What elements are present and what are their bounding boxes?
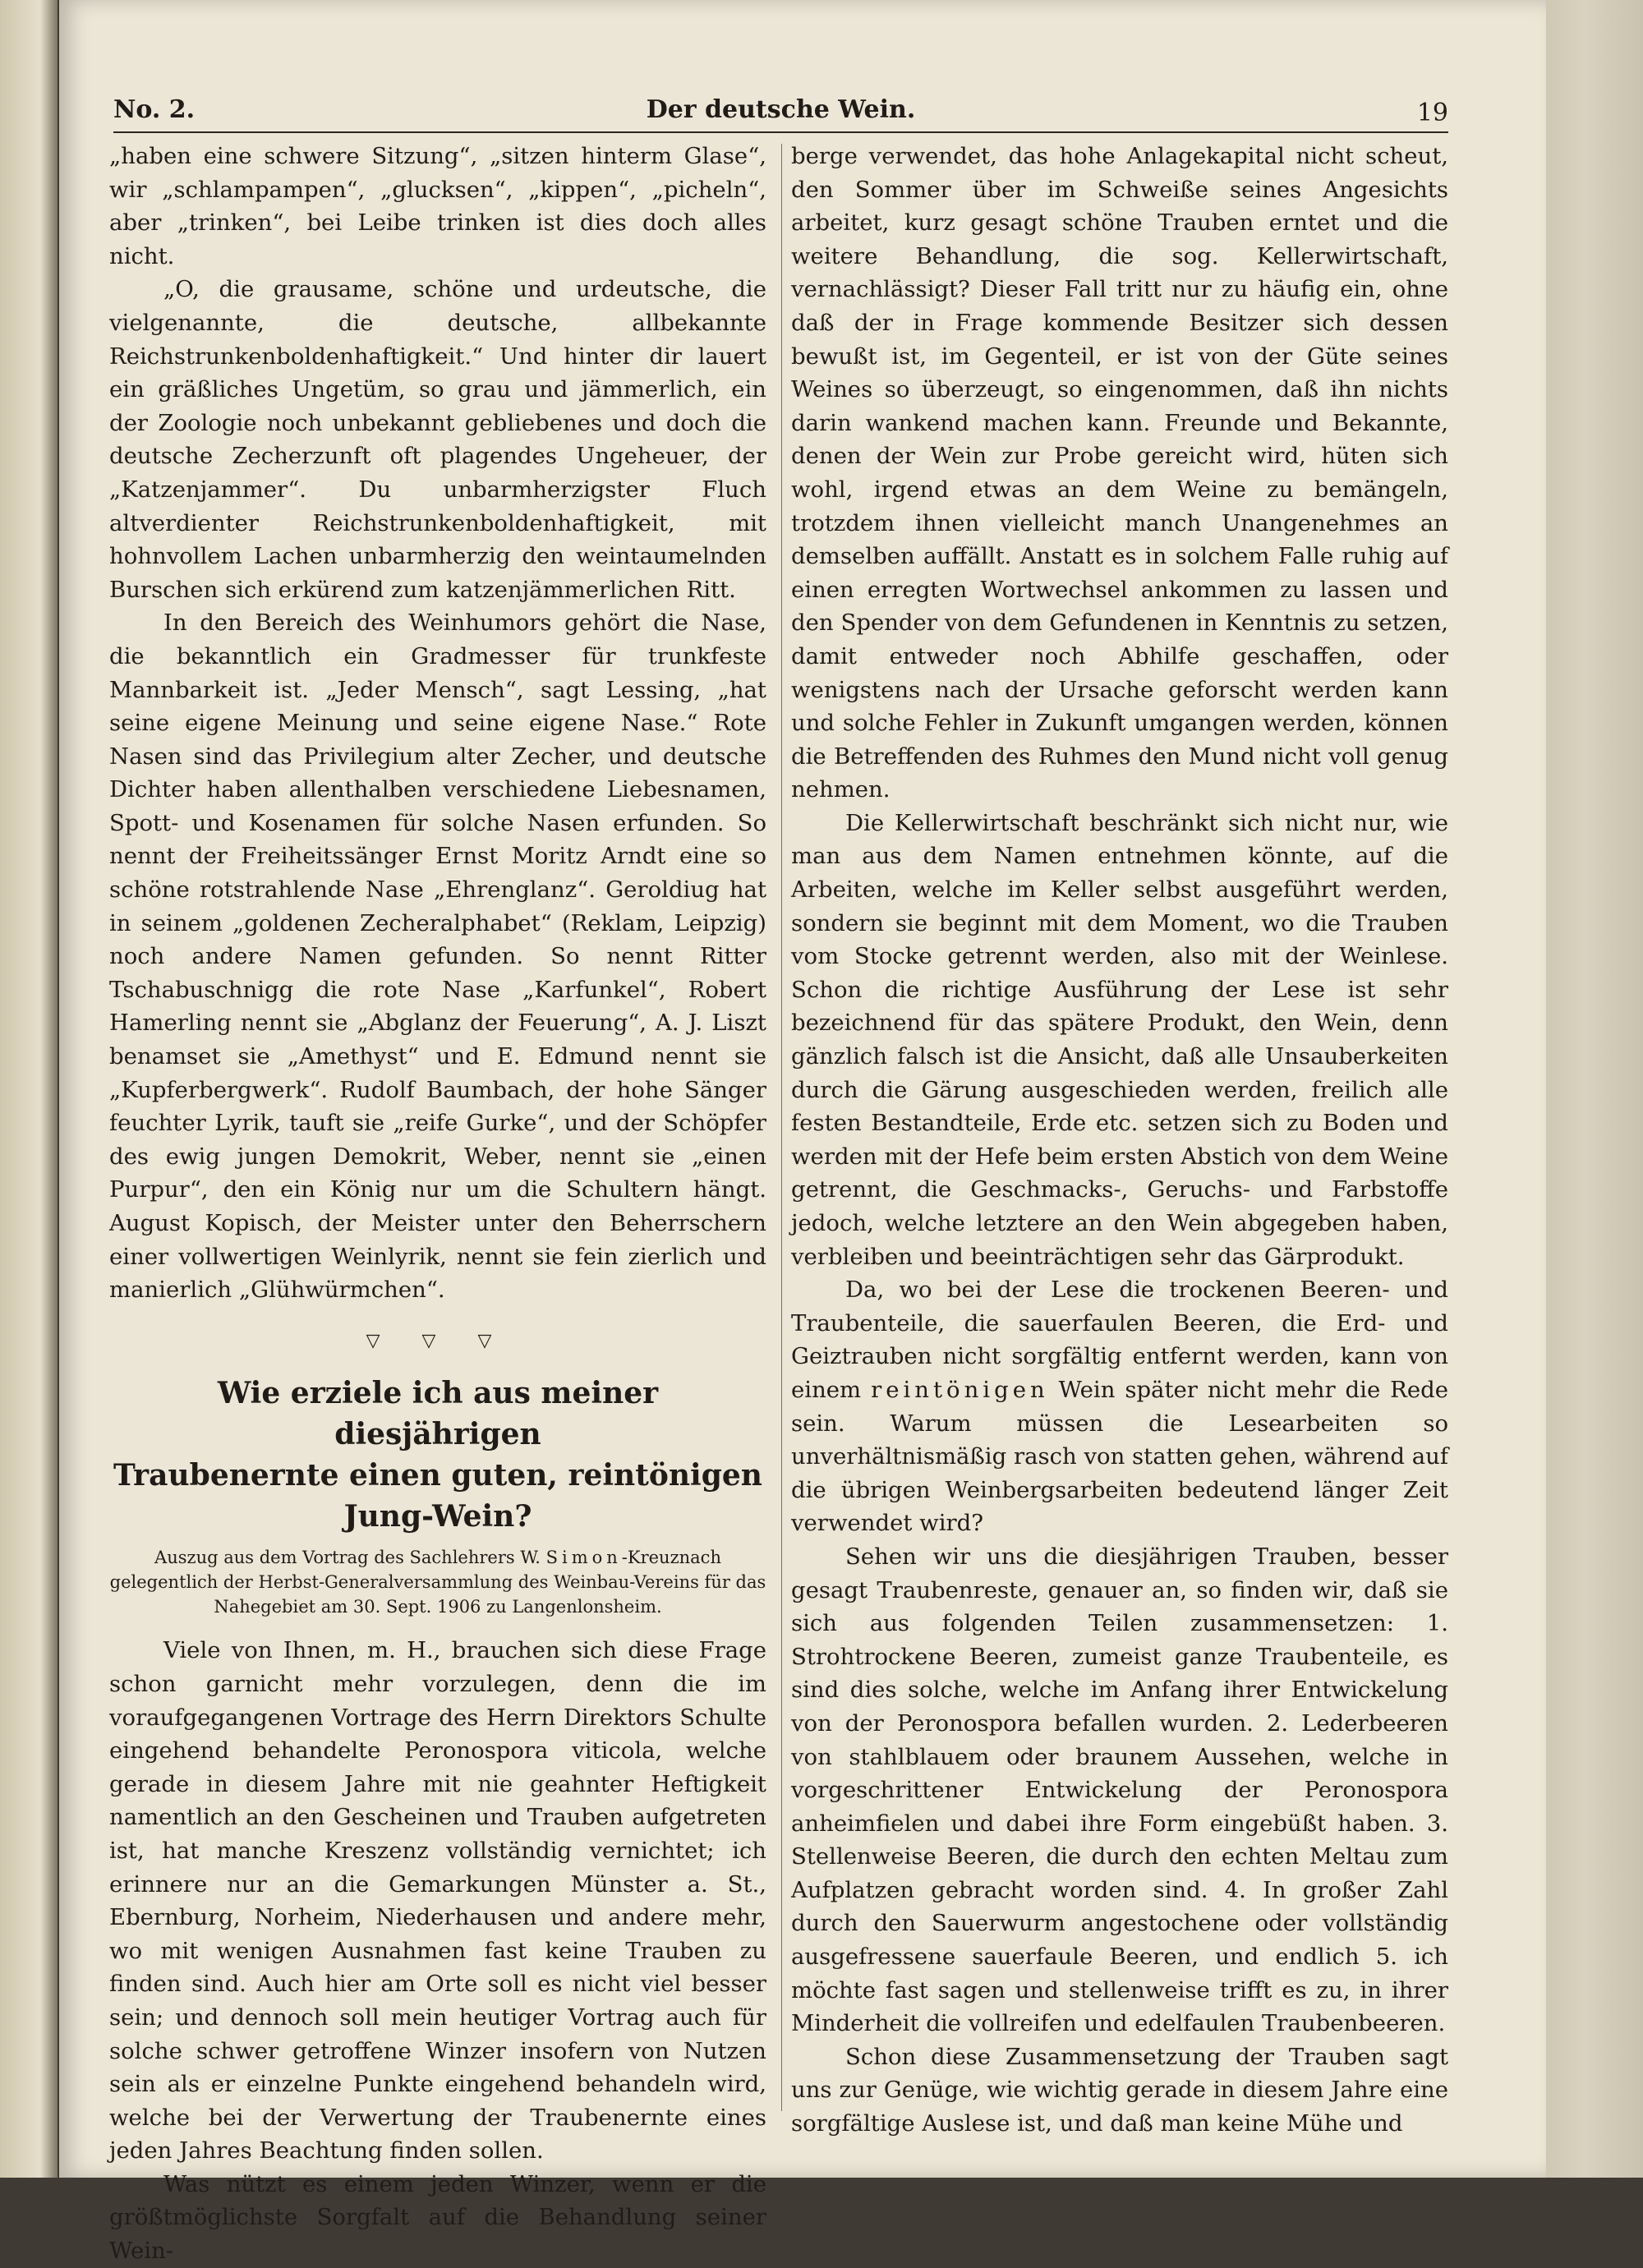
- article-title-line: Traubenernte einen guten, reintönigen: [113, 1458, 762, 1493]
- paragraph: Was nützt es einem jeden Winzer, wenn er die größtmöglichste Sorgfalt auf die Behandlung seiner Wein-: [109, 2170, 766, 2265]
- subnote-prefix: Auszug aus dem Vortrag des Sachlehrers W.: [154, 1548, 546, 1568]
- paragraph: berge verwendet, das hohe Anlagekapital nicht scheut, den Sommer über im Schweiße seines Angesichts arbeitet, kurz gesagt schöne Trauben erntet und die weitere Behandlung, die sog. Kellerwirtschaft, vernachlässigt? Dieser Fall tritt nur zu häufig ein, ohne daß der in Frage kommende Besitzer sich dessen bewußt ist, im Gegenteil, er ist von der Güte seines Weines so überzeugt, so eingenommen, daß ihn nichts darin wankend machen kann. Freunde und Bekannte, denen der Wein zur Probe gereicht wird, hüten sich wohl, irgend etwas an dem Weine zu bemängeln, trotzdem ihnen vielleicht manch Unangenehmes an demselben auffällt. Anstatt es in solchem Falle ruhig auf einen erregten Wortwechsel ankommen zu lassen und den Spender von dem Gefundenen in Kenntnis zu setzen, damit entweder noch Abhilfe geschaffen, oder wenigstens nach der Ursache geforscht werden kann und solche Fehler in Zukunft umgangen werden, können die Betreffenden des Ruhmes den Mund nicht voll genug nehmen.: [791, 143, 1448, 803]
- article-title-line: Wie erziele ich aus meiner diesjährigen: [217, 1376, 659, 1452]
- left-column: [109, 140, 766, 2268]
- article-title: [109, 1373, 766, 1537]
- journal-title: Der deutsche Wein.: [646, 95, 916, 124]
- section-separator: ▽ ▽ ▽: [366, 1330, 510, 1351]
- page-number: 19: [1416, 99, 1448, 127]
- subnote-author: Simon: [545, 1548, 622, 1568]
- column-divider: [781, 144, 782, 2111]
- paragraph-text: Wein später nicht mehr die Rede sein. Warum müssen die Lesearbeiten so unverhältnismäßig rasch von statten gehen, während auf die übrigen Weinbergsarbeiten bedeutend länger Zeit verwendet wird?: [791, 1376, 1449, 1537]
- header-rule: [113, 131, 1448, 133]
- article-title-line: Jung-Wein?: [343, 1499, 532, 1534]
- paragraph: Schon diese Zusammensetzung der Trauben sagt uns zur Genüge, wie wichtig gerade in diesem Jahre eine sorgfältige Auslese ist, und daß man keine Mühe und: [791, 2043, 1448, 2137]
- right-column: [791, 140, 1448, 2141]
- spaced-emphasis: reintönigen: [871, 1376, 1049, 1403]
- previous-page-edge: [0, 0, 58, 2178]
- subnote-suffix: -Kreuznach gelegentlich der Herbst-Generalversammlung des Weinbau-Vereins für das Nahegebiet am 30. Sept. 1906 zu Langenlonsheim.: [109, 1548, 766, 1617]
- paragraph: Viele von Ihnen, m. H., brauchen sich diese Frage schon garnicht mehr vorzulegen, denn die im voraufgegangenen Vortrage des Herrn Direktors Schulte eingehend behandelte Peronospora viticola, welche gerade in diesem Jahre mit nie geahnter Heftigkeit namentlich an den Gescheinen und Trauben aufgetreten ist, hat manche Kreszenz vollständig vernichtet; ich erinnere nur an die Gemarkungen Münster a. St., Ebernburg, Norheim, Niederhausen und andere mehr, wo mit wenigen Ausnahmen fast keine Trauben zu finden sind. Auch hier am Orte soll es nicht viel besser sein; und dennoch soll mein heutiger Vortrag auch für solche schwer getroffene Winzer insofern von Nutzen sein als er einzelne Punkte eingehend behandeln wird, welche bei der Verwertung der Traubenernte eines jeden Jahres Beachtung finden sollen.: [109, 1637, 766, 2164]
- paragraph: „O, die grausame, schöne und urdeutsche, die vielgenannte, die deutsche, allbekannte Reichstrunkenboldenhaftigkeit.“ Und hinter dir lauert ein gräßliches Ungetüm, so grau und jämmerlich, ein der Zoologie noch unbekannt gebliebenes und doch die deutsche Zecherzunft oft plagendes Ungeheuer, der „Katzenjammer“. Du unbarmherzigster Fluch altverdienter Reichstrunkenboldenhaftigkeit, mit hohnvollem Lachen unbarmherzig den weintaumelnden Burschen sich erkürend zum katzenjämmerlichen Ritt.: [109, 276, 766, 603]
- article-subnote: [109, 1545, 766, 1619]
- running-header: [113, 95, 1448, 136]
- paragraph: In den Bereich des Weinhumors gehört die Nase, die bekanntlich ein Gradmesser für trunkfeste Mannbarkeit ist. „Jeder Mensch“, sagt Lessing, „hat seine eigene Meinung und seine eigene Nase.“ Rote Nasen sind das Privilegium alter Zecher, und deutsche Dichter haben allenthalben verschiedene Liebesnamen, Spott- und Kosenamen für solche Nasen erfunden. So nennt der Freiheitssänger Ernst Moritz Arndt eine so schöne rotstrahlende Nase „Ehrenglanz“. Geroldiug hat in seinem „goldenen Zecheralphabet“ (Reklam, Leipzig) noch andere Namen gefunden. So nennt Ritter Tschabuschnigg die rote Nase „Karfunkel“, Robert Hamerling nennt sie „Abglanz der Feuerung“, A. J. Liszt benamset sie „Amethyst“ und E. Edmund nennt sie „Kupferbergwerk“. Rudolf Baumbach, der hohe Sänger feuchter Lyrik, tauft sie „reife Gurke“, und der Schöpfer des ewig jungen Demokrit, Weber, nennt sie „einen Purpur“, den ein König nur um die Schultern hängt. August Kopisch, der Meister unter den Beherrschern einer vollwertigen Weinlyrik, nennt sie fein zierlich und manierlich „Glühwürmchen“.: [109, 610, 766, 1304]
- issue-number: No. 2.: [113, 95, 196, 124]
- paragraph: [791, 1273, 1448, 1540]
- paragraph: Die Kellerwirtschaft beschränkt sich nicht nur, wie man aus dem Namen entnehmen könnte, auf die Arbeiten, welche im Keller selbst ausgeführt werden, sondern sie beginnt mit dem Moment, wo die Trauben vom Stocke getrennt werden, also mit der Weinlese. Schon die richtige Ausführung der Lese ist sehr bezeichnend für das spätere Produkt, den Wein, denn gänzlich falsch ist die Ansicht, daß alle Unsauberkeiten durch die Gärung ausgeschieden werden, freilich alle festen Bestandteile, Erde etc. setzen sich zu Boden und werden mit der Hefe beim ersten Abstich von dem Weine getrennt, die Geschmacks-, Geruchs- und Farbstoffe jedoch, welche letztere an den Wein abgegeben haben, verbleiben und beeinträchtigen sehr das Gärprodukt.: [791, 809, 1448, 1270]
- paragraph: Sehen wir uns die diesjährigen Trauben, besser gesagt Traubenreste, genauer an, so finden wir, daß sie sich aus folgenden Teilen zusammensetzen: 1. Strohtrockene Beeren, zumeist ganze Traubenteile, es sind dies solche, welche im Anfang ihrer Entwickelung von der Peronospora befallen wurden. 2. Lederbeeren von stahlblauem oder braunem Aussehen, welche in vorgeschrittener Entwickelung der Peronospora anheimfielen und dabei ihre Form eingebüßt haben. 3. Stellenweise Beeren, die durch den echten Meltau zum Aufplatzen gebracht worden sind. 4. In großer Zahl durch den Sauerwurm angestochene oder vollständig ausgefressene sauerfaule Beeren, und endlich 5. ich möchte fast sagen und stellenweise trifft es zu, in ihrer Minderheit die vollreifen und edelfaulen Traubenbeeren.: [791, 1543, 1448, 2037]
- paragraph-text: Da, wo bei der Lese die trockenen Beeren- und Traubenteile, die sauerfaulen Beeren, die Erd- und Geiztrauben nicht sorgfältig entfernt werden, kann von einem: [791, 1277, 1448, 1403]
- book-block-edge: [1546, 0, 1643, 2178]
- paragraph: „haben eine schwere Sitzung“, „sitzen hinterm Glase“, wir „schlampampen“, „glucksen“, „kippen“, „picheln“, aber „trinken“, bei Leibe trinken ist dies doch alles nicht.: [109, 143, 766, 269]
